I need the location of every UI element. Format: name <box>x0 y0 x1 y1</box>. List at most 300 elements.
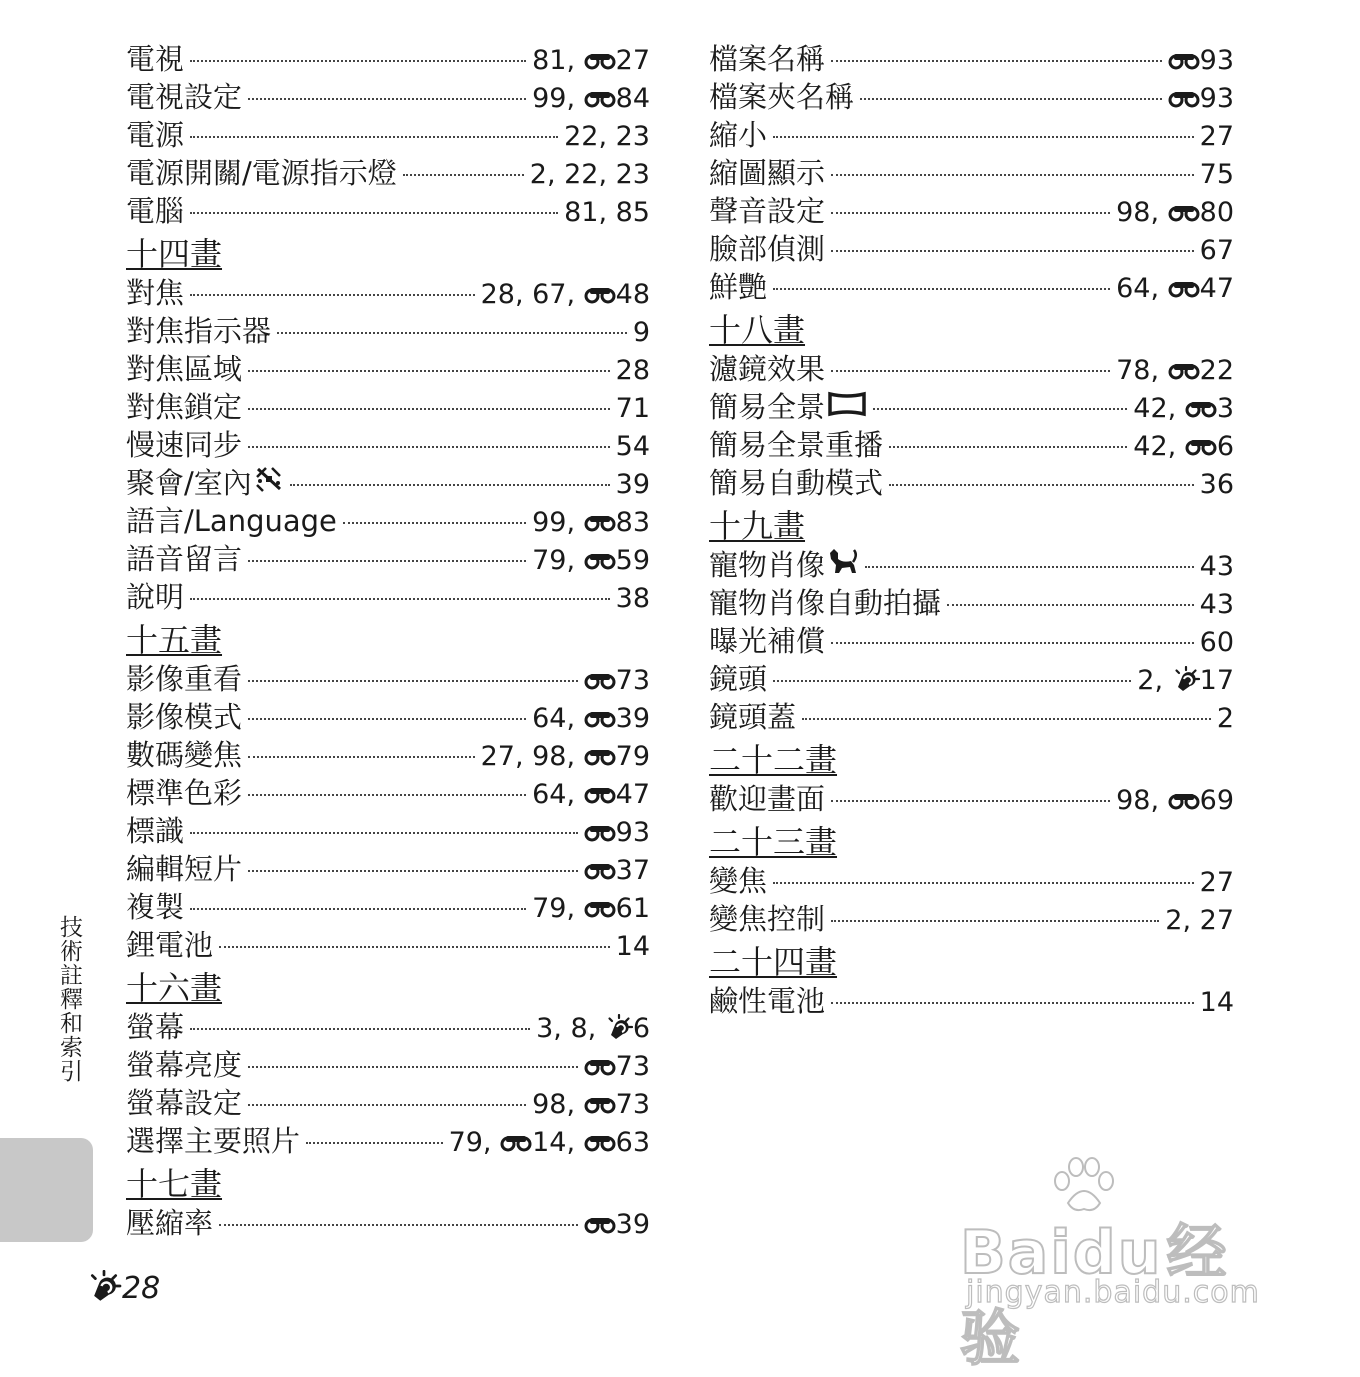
page-number-ref: 81, 85 <box>564 197 650 228</box>
panorama-icon <box>827 388 867 426</box>
stroke-count-heading: 十八畫 <box>709 311 806 349</box>
index-term: 縮小 <box>709 118 768 152</box>
page-number-ref: 75 <box>1199 159 1234 190</box>
reference-section-icon <box>584 1087 616 1105</box>
stroke-count-heading: 二十四畫 <box>709 943 838 981</box>
dot-leader <box>248 718 526 720</box>
reference-section-icon <box>500 1125 532 1143</box>
page-references <box>481 276 650 314</box>
index-term: 影像模式 <box>126 700 243 734</box>
dot-leader <box>403 174 524 176</box>
index-term: 縮圖顯示 <box>709 156 826 190</box>
page-number-ref: 14 <box>615 931 650 962</box>
reference-section-icon <box>584 277 616 295</box>
index-entry <box>709 350 1234 388</box>
index-term: 檔案夾名稱 <box>709 80 855 114</box>
page-references <box>532 542 650 580</box>
page-number-ref: 64, <box>532 779 584 810</box>
page-number-ref: 43 <box>1199 589 1234 620</box>
page-number-ref: 14, <box>532 1127 584 1158</box>
baidu-brand-sub: 经验 <box>960 1218 1229 1374</box>
index-term: 曝光補償 <box>709 624 826 658</box>
stroke-count-heading: 十七畫 <box>126 1165 223 1203</box>
dot-leader <box>219 946 610 948</box>
index-term: 鏡頭蓋 <box>709 700 797 734</box>
dot-leader <box>248 446 610 448</box>
page-references <box>584 852 650 890</box>
page-number-ref: 6 <box>632 1013 650 1044</box>
page-number-ref: 71 <box>615 393 650 424</box>
index-entry <box>126 388 650 426</box>
baidu-brand-tail: du <box>1072 1218 1163 1288</box>
dot-leader <box>248 560 526 562</box>
page-references <box>532 504 650 542</box>
page-references <box>532 1086 650 1124</box>
dot-leader <box>889 484 1194 486</box>
tip-icon <box>605 1013 633 1039</box>
dot-leader <box>773 882 1194 884</box>
party-icon <box>254 464 284 502</box>
dot-leader <box>190 294 475 296</box>
section-tab <box>0 1138 93 1242</box>
index-entry <box>126 350 650 388</box>
page-references <box>616 580 650 618</box>
index-entry <box>709 660 1234 698</box>
index-term: 語音留言 <box>126 542 243 576</box>
dot-leader <box>248 756 475 758</box>
index-entry <box>126 660 650 698</box>
page-number-ref: 14 <box>1199 987 1234 1018</box>
index-term: 數碼變焦 <box>126 738 243 772</box>
page-number-ref: 84 <box>615 83 650 114</box>
dot-leader <box>248 408 610 410</box>
index-entry <box>709 698 1234 736</box>
index-term: 對焦 <box>126 276 185 310</box>
reference-section-icon <box>584 543 616 561</box>
index-term: 鮮艷 <box>709 270 768 304</box>
dot-leader <box>947 604 1194 606</box>
page-number-ref: 2, 22, 23 <box>529 159 650 190</box>
dot-leader <box>773 680 1131 682</box>
page-number-ref: 61 <box>615 893 650 924</box>
index-entry <box>126 774 650 812</box>
index-entry <box>709 780 1234 818</box>
index-term: 變焦 <box>709 864 768 898</box>
index-term: 濾鏡效果 <box>709 352 826 386</box>
page-number-ref: 6 <box>1216 431 1234 462</box>
index-term: 電源 <box>126 118 185 152</box>
page-number-ref: 2 <box>1216 703 1234 734</box>
dot-leader <box>190 136 558 138</box>
page-number-ref: 81, <box>532 45 584 76</box>
page-references <box>564 194 650 232</box>
baidu-brand-text: Bai <box>960 1218 1073 1288</box>
index-entry <box>709 546 1234 584</box>
index-term: 螢幕亮度 <box>126 1048 243 1082</box>
index-entry <box>709 116 1234 154</box>
page-number <box>86 1270 160 1306</box>
index-entry <box>126 926 650 964</box>
page-number-ref: 48 <box>615 279 650 310</box>
index-entry <box>126 464 650 502</box>
page-references <box>532 776 650 814</box>
dot-leader <box>773 288 1110 290</box>
page-references <box>1133 390 1234 428</box>
page-references <box>536 1010 650 1048</box>
index-entry <box>126 502 650 540</box>
reference-section-icon <box>584 43 616 61</box>
dot-leader <box>190 908 526 910</box>
index-entry <box>709 862 1234 900</box>
page-number-ref: 79, <box>532 545 584 576</box>
index-term: 電腦 <box>126 194 185 228</box>
reference-section-icon <box>1168 271 1200 289</box>
page-number-ref: 36 <box>1199 469 1234 500</box>
page-number-ref: 79, <box>448 1127 501 1158</box>
index-entry <box>709 40 1234 78</box>
page-references <box>449 1124 650 1162</box>
page-number-ref: 83 <box>615 507 650 538</box>
index-term: 複製 <box>126 890 185 924</box>
index-entry <box>126 736 650 774</box>
reference-section-icon <box>584 505 616 523</box>
index-term: 簡易全景重播 <box>709 428 884 462</box>
index-entry <box>126 1008 650 1046</box>
index-entry <box>126 888 650 926</box>
index-entry <box>709 388 1234 426</box>
page-references <box>1200 624 1234 662</box>
reference-section-icon <box>1185 391 1217 409</box>
index-entry <box>126 1046 650 1084</box>
page-number-ref: 47 <box>1199 273 1234 304</box>
page-references <box>1217 700 1234 738</box>
index-term: 電源開關/電源指示燈 <box>126 156 397 190</box>
page-number-ref: 3 <box>1216 393 1234 424</box>
dot-leader <box>190 832 578 834</box>
index-term: 寵物肖像 <box>709 548 826 582</box>
page-number-ref: 28 <box>615 355 650 386</box>
dot-leader <box>831 920 1159 922</box>
stroke-count-heading: 十六畫 <box>126 969 223 1007</box>
index-term: 變焦控制 <box>709 902 826 936</box>
dot-leader <box>831 60 1162 62</box>
page-number-ref: 37 <box>615 855 650 886</box>
dot-leader <box>831 174 1194 176</box>
index-entry <box>126 578 650 616</box>
index-entry <box>709 192 1234 230</box>
page-number-ref: 59 <box>615 545 650 576</box>
page-number-ref: 2, 27 <box>1165 905 1234 936</box>
index-term: 語言/Language <box>126 504 337 538</box>
dot-leader <box>873 408 1127 410</box>
index-entry <box>126 698 650 736</box>
index-term: 鹼性電池 <box>709 984 826 1018</box>
page-number-ref: 99, <box>532 507 584 538</box>
page-number-ref: 93 <box>1199 83 1234 114</box>
page-number-ref: 54 <box>615 431 650 462</box>
reference-section-icon <box>584 701 616 719</box>
index-entry <box>126 540 650 578</box>
reference-section-icon <box>1168 81 1200 99</box>
reference-section-icon <box>584 1207 616 1225</box>
dot-leader <box>306 1142 443 1144</box>
page-number-ref: 73 <box>615 1089 650 1120</box>
index-entry <box>709 426 1234 464</box>
dot-leader <box>190 1028 530 1030</box>
index-entry <box>126 850 650 888</box>
dot-leader <box>248 370 610 372</box>
dot-leader <box>831 212 1110 214</box>
page-references <box>1200 466 1234 504</box>
stroke-count-heading: 二十二畫 <box>709 741 838 779</box>
page-number-ref: 80 <box>1199 197 1234 228</box>
dot-leader <box>248 1104 526 1106</box>
index-term: 電視 <box>126 42 185 76</box>
page-number-ref: 64, <box>532 703 584 734</box>
index-term: 編輯短片 <box>126 852 243 886</box>
dot-leader <box>831 642 1194 644</box>
page-number-ref: 42, <box>1133 393 1185 424</box>
index-term: 簡易全景 <box>709 390 826 424</box>
tip-icon <box>1172 665 1200 691</box>
page-references <box>1116 194 1234 232</box>
reference-section-icon <box>584 853 616 871</box>
page-number-ref: 69 <box>1199 785 1234 816</box>
page-references <box>1200 548 1234 586</box>
dot-leader <box>831 800 1110 802</box>
page-references <box>616 352 650 390</box>
index-term: 選擇主要照片 <box>126 1124 301 1158</box>
page-references <box>616 466 650 504</box>
index-term: 鋰電池 <box>126 928 214 962</box>
index-entry <box>126 312 650 350</box>
dot-leader <box>889 446 1127 448</box>
index-term: 聲音設定 <box>709 194 826 228</box>
page-references <box>532 890 650 928</box>
index-term: 鏡頭 <box>709 662 768 696</box>
index-term: 寵物肖像自動拍攝 <box>709 586 942 620</box>
index-entry <box>126 274 650 312</box>
page-references <box>1168 42 1234 80</box>
page-number-ref: 79 <box>615 741 650 772</box>
page-number-ref: 67 <box>1199 235 1234 266</box>
index-entry <box>709 622 1234 660</box>
page-references <box>584 662 650 700</box>
page-references <box>1200 232 1234 270</box>
stroke-count-heading: 十九畫 <box>709 507 806 545</box>
page-number-ref: 42, <box>1133 431 1185 462</box>
index-term: 螢幕設定 <box>126 1086 243 1120</box>
page-number-ref: 64, <box>1116 273 1168 304</box>
dot-leader <box>865 566 1194 568</box>
baidu-watermark <box>960 1155 1290 1374</box>
page-references <box>1200 586 1234 624</box>
page-references <box>481 738 650 776</box>
index-entry <box>126 40 650 78</box>
page-number-ref: 73 <box>615 1051 650 1082</box>
page-number-ref: 3, 8, <box>536 1013 605 1044</box>
reference-section-icon <box>584 1125 616 1143</box>
dot-leader <box>248 98 526 100</box>
page-number-ref: 78, <box>1116 355 1168 386</box>
index-term: 對焦區域 <box>126 352 243 386</box>
index-term: 對焦指示器 <box>126 314 272 348</box>
index-term: 慢速同步 <box>126 428 243 462</box>
page-references <box>1116 270 1234 308</box>
page-number-text: 28 <box>122 1271 161 1306</box>
pet-icon <box>827 546 859 584</box>
dot-leader <box>190 60 526 62</box>
index-entry <box>126 192 650 230</box>
dot-leader <box>248 794 526 796</box>
section-side-label: 技術註釋和索引 <box>56 915 82 1083</box>
index-entry <box>709 464 1234 502</box>
index-entry <box>126 78 650 116</box>
page-references <box>1200 156 1234 194</box>
page-references <box>633 314 650 352</box>
index-term: 檔案名稱 <box>709 42 826 76</box>
index-entry <box>709 982 1234 1020</box>
dot-leader <box>860 98 1162 100</box>
page-number-ref: 93 <box>1199 45 1234 76</box>
page-number-ref: 73 <box>615 665 650 696</box>
index-term: 標識 <box>126 814 185 848</box>
page-number-ref: 39 <box>615 469 650 500</box>
page-number-ref: 47 <box>615 779 650 810</box>
page-number-ref: 99, <box>532 83 584 114</box>
page-number-ref: 93 <box>615 817 650 848</box>
reference-section-icon <box>1168 353 1200 371</box>
index-entry <box>126 116 650 154</box>
page-number-ref: 98, <box>532 1089 584 1120</box>
page-number-ref: 98, <box>1116 197 1168 228</box>
page-number-ref: 60 <box>1199 627 1234 658</box>
page-references <box>532 80 650 118</box>
index-term: 說明 <box>126 580 185 614</box>
dot-leader <box>343 522 526 524</box>
page-references <box>616 390 650 428</box>
page-references <box>1168 80 1234 118</box>
index-entry <box>126 1122 650 1160</box>
index-entry <box>126 812 650 850</box>
page-number-ref: 98, <box>1116 785 1168 816</box>
page-references <box>616 928 650 966</box>
reference-section-icon <box>1185 429 1217 447</box>
page-number-ref: 2, <box>1137 665 1172 696</box>
page-references <box>1200 864 1234 902</box>
index-term: 標準色彩 <box>126 776 243 810</box>
page-number-ref: 27 <box>615 45 650 76</box>
index-term: 歡迎畫面 <box>709 782 826 816</box>
reference-section-icon <box>1168 43 1200 61</box>
index-term: 壓縮率 <box>126 1206 214 1240</box>
reference-section-icon <box>584 1049 616 1067</box>
reference-section-icon <box>584 815 616 833</box>
index-term: 對焦鎖定 <box>126 390 243 424</box>
index-term: 電視設定 <box>126 80 243 114</box>
page-number-ref: 27, 98, <box>480 741 584 772</box>
index-column-left <box>126 40 650 1242</box>
page-number-ref: 27 <box>1199 867 1234 898</box>
reference-section-icon <box>1168 783 1200 801</box>
index-entry <box>709 900 1234 938</box>
stroke-count-heading: 十五畫 <box>126 621 223 659</box>
reference-section-icon <box>584 739 616 757</box>
index-term: 聚會/室內 <box>126 466 252 500</box>
reference-section-icon <box>584 891 616 909</box>
dot-leader <box>773 136 1194 138</box>
page-number-ref: 63 <box>615 1127 650 1158</box>
reference-section-icon <box>584 663 616 681</box>
dot-leader <box>802 718 1211 720</box>
page-number-ref: 43 <box>1199 551 1234 582</box>
reference-section-icon <box>584 81 616 99</box>
dot-leader <box>290 484 610 486</box>
dot-leader <box>248 680 578 682</box>
dot-leader <box>248 1066 578 1068</box>
page-references <box>1116 782 1234 820</box>
reference-section-icon <box>1168 195 1200 213</box>
page-references <box>584 1048 650 1086</box>
page-number-ref: 27 <box>1199 121 1234 152</box>
page-references <box>584 814 650 852</box>
page-references <box>616 428 650 466</box>
page-references <box>1133 428 1234 466</box>
dot-leader <box>219 1224 578 1226</box>
dot-leader <box>831 250 1194 252</box>
page-references <box>530 156 650 194</box>
page-number-ref: 79, <box>532 893 584 924</box>
index-entry <box>709 78 1234 116</box>
index-term: 簡易自動模式 <box>709 466 884 500</box>
index-entry <box>709 154 1234 192</box>
stroke-count-heading: 二十三畫 <box>709 823 838 861</box>
dot-leader <box>831 1002 1194 1004</box>
page-number-ref: 22, 23 <box>564 121 650 152</box>
page-number-ref: 39 <box>615 1209 650 1240</box>
page-references <box>564 118 650 156</box>
page-number-ref: 39 <box>615 703 650 734</box>
page-references <box>584 1206 650 1244</box>
index-entry <box>126 154 650 192</box>
reference-section-icon <box>584 777 616 795</box>
page-number-ref: 9 <box>632 317 650 348</box>
page-references <box>1200 984 1234 1022</box>
index-entry <box>709 584 1234 622</box>
page-number-ref: 38 <box>615 583 650 614</box>
dot-leader <box>831 370 1110 372</box>
dot-leader <box>190 598 610 600</box>
index-term: 臉部偵測 <box>709 232 826 266</box>
page-references <box>1137 662 1234 700</box>
index-entry <box>126 1084 650 1122</box>
index-column-right <box>709 40 1234 1020</box>
index-term: 影像重看 <box>126 662 243 696</box>
index-entry <box>709 268 1234 306</box>
index-term: 螢幕 <box>126 1010 185 1044</box>
index-entry <box>126 1204 650 1242</box>
index-entry <box>709 230 1234 268</box>
page-references <box>532 42 650 80</box>
page-references <box>1200 118 1234 156</box>
page-references <box>532 700 650 738</box>
dot-leader <box>190 212 558 214</box>
baidu-url: jingyan.baidu.com <box>966 1275 1260 1310</box>
dot-leader <box>277 332 627 334</box>
stroke-count-heading: 十四畫 <box>126 235 223 273</box>
page-references <box>1165 902 1234 940</box>
page-references <box>1116 352 1234 390</box>
